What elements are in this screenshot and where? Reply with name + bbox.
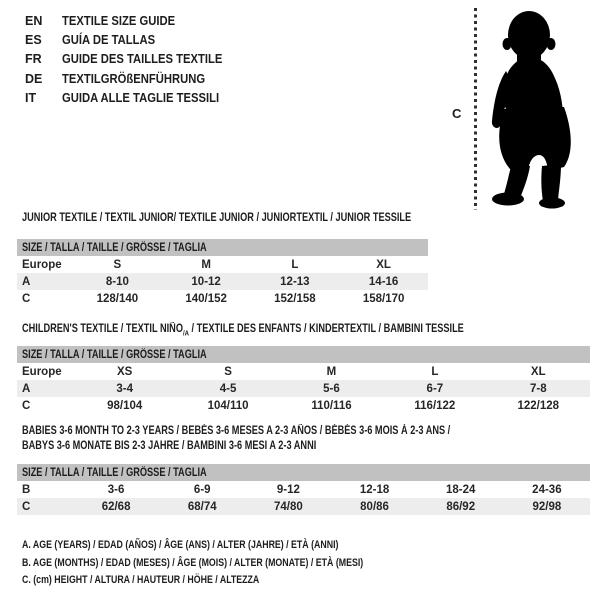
language-row-en: [25, 11, 240, 30]
language-title: TEXTILE SIZE GUIDE: [62, 13, 176, 28]
language-code: DE: [25, 71, 43, 86]
language-title: TEXTILGRÖßENFÜHRUNG: [62, 71, 206, 86]
language-row-de: [25, 69, 240, 88]
children-size-table: [17, 346, 590, 414]
height-measure-label: C: [452, 106, 462, 121]
footnote-c: C. (cm) HEIGHT / ALTURA / HAUTEUR / HÖHE / ALTEZZA: [22, 574, 260, 586]
language-code: ES: [25, 33, 42, 48]
babies-size-table: [17, 464, 590, 515]
table-row: B 3-6 6-9 9-12 12-18 18-24 24-36: [22, 483, 562, 496]
table-row: Europe XS S M L XL: [22, 365, 546, 378]
height-figure: [440, 0, 600, 215]
footnotes: [22, 537, 449, 590]
table-row: C 128/140 140/152 152/158 158/170: [22, 292, 405, 305]
table-size-header-row: SIZE / TALLA / TAILLE / GRÖSSE / TAGLIA: [17, 239, 428, 256]
junior-size-table: [17, 239, 428, 307]
heading-subscript: /A: [182, 328, 189, 338]
footnote-a: A. AGE (YEARS) / EDAD (AÑOS) / ÂGE (ANS) / ALTER (JAHRE) / ETÀ (ANNI): [22, 539, 339, 551]
footnote-b: B. AGE (MONTHS) / EDAD (MESES) / ÂGE (MOIS) / ALTER (MONATE) / ETÀ (MESI): [22, 556, 364, 569]
language-title: GUIDE DES TAILLES TEXTILE: [62, 52, 223, 67]
table-size-header-row: SIZE / TALLA / TAILLE / GRÖSSE / TAGLIA: [17, 346, 590, 363]
table-row: Europe S M L XL: [22, 258, 391, 271]
table-row: A 3-4 4-5 5-6 6-7 7-8: [17, 380, 590, 397]
table-row: C 98/104 104/110 110/116 116/122 122/128: [22, 399, 560, 412]
height-measure-dashed-line: [474, 8, 477, 210]
language-row-es: [25, 30, 240, 49]
junior-section-heading: JUNIOR TEXTILE / TEXTIL JUNIOR/ TEXTILE JUNIOR / JUNIORTEXTIL / JUNIOR TESSILE: [22, 212, 412, 224]
language-row-fr: [25, 50, 240, 69]
language-list: [25, 11, 240, 108]
language-title: GUÍA DE TALLAS: [62, 33, 156, 48]
table-size-header-row: SIZE / TALLA / TAILLE / GRÖSSE / TAGLIA: [17, 464, 590, 481]
table-row: C 62/68 68/74 74/80 80/86 86/92 92/98: [17, 498, 590, 515]
language-row-it: [25, 89, 240, 108]
language-code: FR: [25, 52, 42, 67]
language-title: GUIDA ALLE TAGLIE TESSILI: [62, 91, 220, 106]
toddler-silhouette-icon: [484, 5, 596, 210]
children-section-heading: CHILDREN'S TEXTILE / TEXTIL $NIÑO_{/A}$ / TEXTILE DES ENFANTS / KINDERTEXTIL / BAMBINI TESSILE: [22, 323, 464, 338]
babies-section-heading: BABIES 3-6 MONTH TO 2-3 YEARS / BEBÉS 3-6 MESES A 2-3 AÑOS / BÉBÉS 3-6 MOIS À 2-3 ANS / BABYS 3-6 MONATE BIS 2-3 JAHRE / BAMBINI 3-6 MESI A 2-3 ANNI: [22, 425, 451, 452]
table-row: A 8-10 10-12 12-13 14-16: [17, 273, 428, 290]
language-code: IT: [25, 91, 37, 106]
language-code: EN: [25, 13, 43, 28]
